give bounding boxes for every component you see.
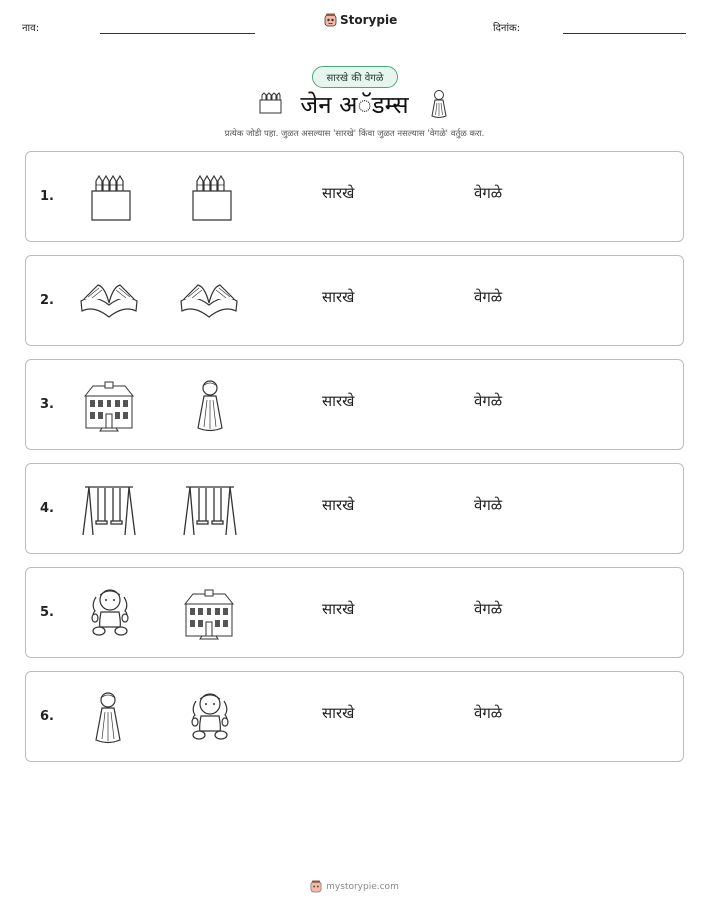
different-option[interactable]: वेगळे [474,392,503,410]
date-line[interactable] [563,33,686,34]
girl-doll-icon [78,586,142,642]
question-row-2 [25,255,684,346]
same-option[interactable]: सारखे [322,600,355,618]
question-row-3 [25,359,684,450]
question-number: 6. [40,709,54,724]
swing-set-icon [178,482,242,538]
storypie-logo-icon [324,13,337,27]
question-number: 5. [40,605,54,620]
question-row-1 [25,151,684,242]
same-option[interactable]: सारखे [322,392,355,410]
different-option[interactable]: वेगळे [474,184,503,202]
same-option[interactable]: सारखे [322,496,355,514]
question-number: 3. [40,397,54,412]
different-option[interactable]: वेगळे [474,288,503,306]
swing-set-icon [77,482,141,538]
crayon-box-icon [79,170,143,226]
name-line[interactable] [100,33,255,34]
question-row-6 [25,671,684,762]
footer-site-link[interactable]: mystorypie.com [326,881,399,892]
footer [0,880,709,893]
question-number: 4. [40,501,54,516]
instructions: प्रत्येक जोडी पहा. जुळत असल्यास 'सारखे' किंवा जुळत नसल्यास 'वेगळे' वर्तुळ करा. [224,129,485,139]
question-row-4 [25,463,684,554]
name-label: नाव: [22,23,40,34]
doll-icon [429,89,449,123]
storypie-logo [324,13,397,27]
worksheet-tag: सारखे की वेगळे [312,66,398,88]
date-label: दिनांक: [493,23,521,34]
house-icon [77,378,141,434]
same-option[interactable]: सारखे [322,184,355,202]
girl-doll-icon [178,690,242,746]
crayon-box-icon [180,170,244,226]
doll-icon [76,690,140,746]
different-option[interactable]: वेगळे [474,496,503,514]
worksheet-title: जेन अॅडम्स [300,91,409,119]
question-row-5 [25,567,684,658]
question-number: 1. [40,189,54,204]
brand-name: Storypie [340,13,398,27]
open-book-icon [177,274,241,330]
different-option[interactable]: वेगळे [474,704,503,722]
storypie-footer-icon [310,880,322,893]
different-option[interactable]: वेगळे [474,600,503,618]
doll-icon [178,378,242,434]
same-option[interactable]: सारखे [322,704,355,722]
same-option[interactable]: सारखे [322,288,355,306]
house-icon [177,586,241,642]
open-book-icon [77,274,141,330]
question-number: 2. [40,293,54,308]
